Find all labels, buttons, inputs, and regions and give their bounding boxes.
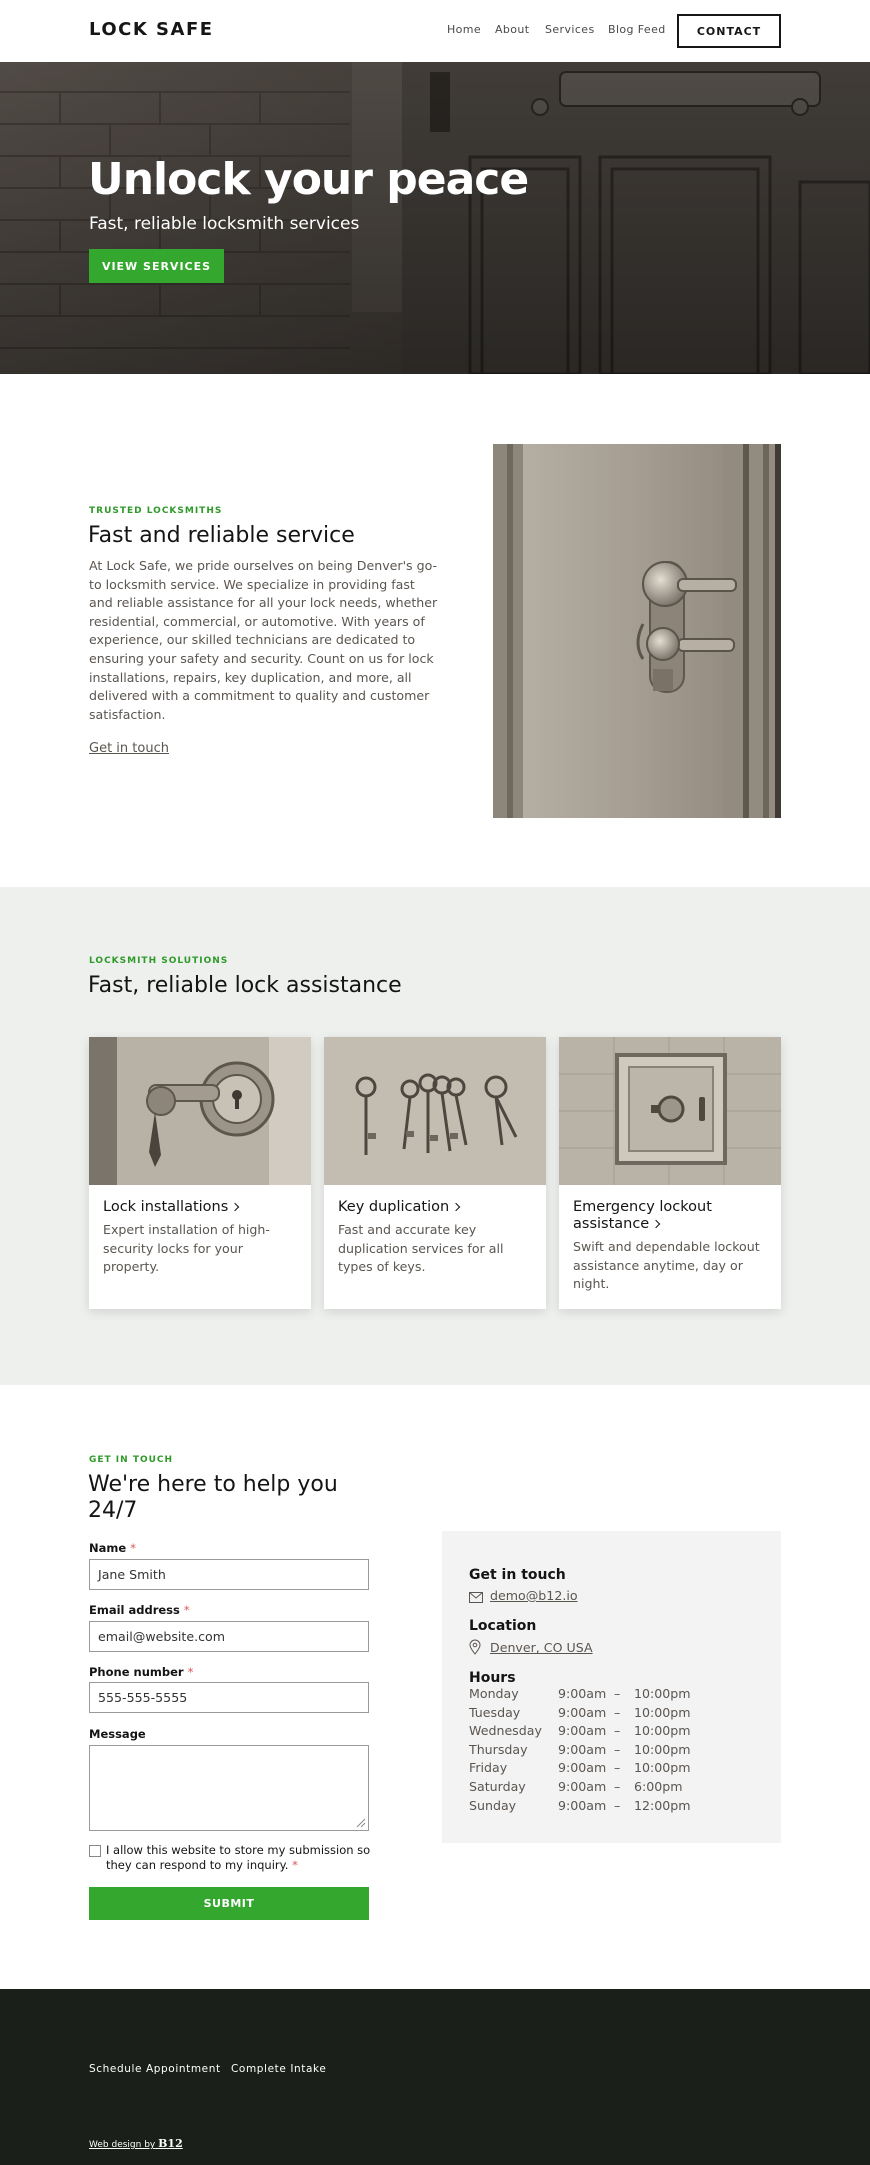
contact-button[interactable]: CONTACT (677, 14, 781, 48)
hours-heading: Hours (469, 1670, 516, 1686)
service-card-title[interactable]: Key duplication (338, 1199, 534, 1216)
services-title: Fast, reliable lock assistance (88, 973, 402, 998)
complete-intake-link[interactable]: Complete Intake (231, 2063, 327, 2075)
keys-image (324, 1037, 546, 1185)
consent-checkbox[interactable] (89, 1845, 101, 1857)
hours-row: Friday 9:00am – 10:00pm (469, 1760, 691, 1776)
schedule-appointment-link[interactable]: Schedule Appointment (89, 2063, 221, 2075)
hero-title: Unlock your peace (88, 154, 529, 205)
service-card-lock-installations[interactable] (89, 1037, 311, 1309)
hours-row: Sunday 9:00am – 12:00pm (469, 1797, 691, 1813)
service-card-title[interactable]: Lock installations (103, 1199, 299, 1216)
email-link[interactable]: demo@b12.io (490, 1588, 578, 1603)
safe-image (559, 1037, 781, 1185)
about-title: Fast and reliable service (88, 523, 355, 548)
hours-row: Thursday 9:00am – 10:00pm (469, 1741, 691, 1757)
get-in-touch-link[interactable]: Get in touch (89, 741, 169, 756)
location-heading: Location (469, 1618, 537, 1634)
message-label: Message (89, 1727, 146, 1741)
hours-row: Tuesday 9:00am – 10:00pm (469, 1704, 691, 1720)
chevron-right-icon (652, 1220, 660, 1228)
view-services-button[interactable]: VIEW SERVICES (89, 249, 224, 283)
chevron-right-icon (231, 1203, 239, 1211)
site-logo[interactable]: LOCK SAFE (89, 19, 214, 40)
contact-info-panel (442, 1531, 781, 1843)
service-card-desc: Swift and dependable lockout assistance anytime, day or night. (573, 1239, 760, 1292)
about-body: At Lock Safe, we pride ourselves on being Denver's go-to locksmith service. We specialize in providing fast and reliable assistance for all your lock needs, whether residential, commercial, or automotive. With years of experience, our skilled technicians are dedicated to ensuring your safety and security. Count on us for lock installations, repairs, key duplication, and more, all delivered with a commitment to quality and customer satisfaction. (89, 558, 438, 722)
service-card-desc: Fast and accurate key duplication services for all types of keys. (338, 1222, 504, 1275)
resize-handle-icon[interactable] (356, 1818, 366, 1828)
site-footer (0, 1989, 870, 2165)
service-card-emergency-lockout[interactable] (559, 1037, 781, 1309)
map-pin-icon (469, 1639, 481, 1655)
email-label: Email address * (89, 1603, 190, 1617)
door-knob-image (493, 444, 781, 818)
b12-credit-link[interactable]: Web design by B12 (89, 2137, 183, 2150)
hours-row: Saturday 9:00am – 6:00pm (469, 1778, 683, 1794)
get-in-touch-heading: Get in touch (469, 1567, 566, 1583)
services-eyebrow: LOCKSMITH SOLUTIONS (89, 956, 229, 966)
service-card-title[interactable]: Emergency lockout assistance (573, 1199, 712, 1232)
phone-input[interactable]: 555-555-5555 (89, 1682, 369, 1713)
name-label: Name * (89, 1541, 136, 1555)
service-card-key-duplication[interactable] (324, 1037, 546, 1309)
email-input[interactable]: email@website.com (89, 1621, 369, 1652)
phone-label: Phone number * (89, 1665, 194, 1679)
nav-home[interactable]: Home (447, 23, 482, 36)
hours-table (469, 1686, 691, 1816)
location-link[interactable]: Denver, CO USA (490, 1640, 593, 1655)
about-eyebrow: TRUSTED LOCKSMITHS (89, 506, 223, 516)
nav-blog-feed[interactable]: Blog Feed (608, 23, 666, 36)
hero-section (0, 62, 870, 374)
lock-installation-image (89, 1037, 311, 1185)
envelope-icon (469, 1592, 483, 1603)
submit-button[interactable]: SUBMIT (89, 1887, 369, 1920)
message-textarea[interactable] (89, 1745, 369, 1831)
contact-title: We're here to help you 24/7 (88, 1472, 338, 1523)
hours-row: Wednesday 9:00am – 10:00pm (469, 1723, 691, 1739)
consent-text: I allow this website to store my submission so they can respond to my inquiry. * (106, 1843, 371, 1872)
nav-about[interactable]: About (495, 23, 530, 36)
name-input[interactable]: Jane Smith (89, 1559, 369, 1590)
chevron-right-icon (452, 1203, 460, 1211)
contact-eyebrow: GET IN TOUCH (89, 1455, 174, 1465)
nav-services[interactable]: Services (545, 23, 595, 36)
hero-subtitle: Fast, reliable locksmith services (89, 214, 360, 234)
service-card-desc: Expert installation of high-security locks for your property. (103, 1222, 270, 1275)
site-header (0, 0, 870, 62)
hours-row: Monday 9:00am – 10:00pm (469, 1686, 691, 1701)
